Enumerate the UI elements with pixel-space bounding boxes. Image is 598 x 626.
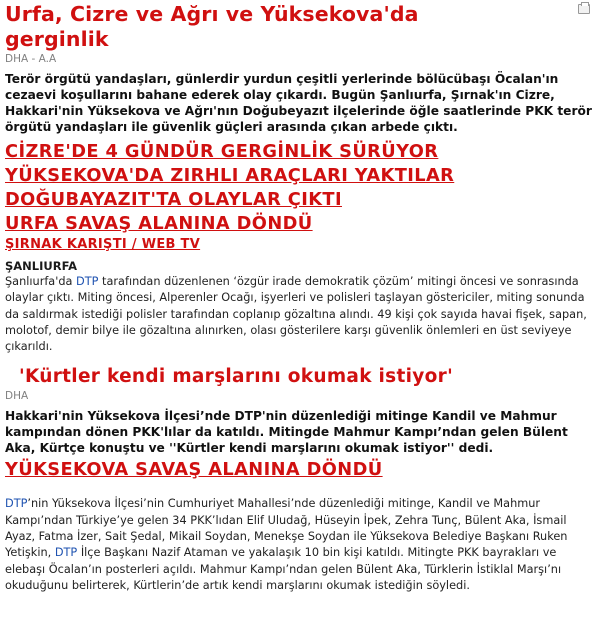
section2-text-b: İlçe Başkanı Nazif Ataman ve yakalaşık 10 bin kişi katıldı. Mitingte PKK bayrakları ve elebaşı Öcalan’ın posterleri açıldı. Mahmur Kampı’ndan gelen Bülent Aka, Türklerin İstiklal Marşı’nı okuduğunu belirterek, Kürtlerin’de artık kendi marşlarını okumak istediğin söyledi. [5, 546, 562, 592]
dtp-link-2[interactable]: DTP [54, 546, 78, 560]
link-cizre[interactable]: CİZRE'DE 4 GÜNDÜR GERGİNLİK SÜRÜYOR [5, 141, 439, 162]
urfa-text-b: tarafından düzenlenen ‘özgür irade demokratik çözüm’ mitingi öncesi ve sonrasında olaylar çıktı. Miting öncesi, Alperenler Ocağı, işyerleri ve polisleri taşlayan göstericiler, miting sonunda da saldırmak istediği polisler tarafından coplanıp gözaltına alındı. 49 kişi çok sayıda havai fişek, sapan, molotof, demir bilye ile gözaltına alınırken, olası gösterilere karşı güvenlik önlemleri en üst seviyeye çıkarıldı. [5, 275, 587, 354]
page-title: Urfa, Cizre ve Ağrı ve Yüksekova'da gerginlik [5, 2, 419, 51]
dtp-link[interactable]: DTP [76, 275, 99, 288]
link-yuksekova-zirhli[interactable]: YÜKSEKOVA'DA ZIRHLI ARAÇLARI YAKTILAR [5, 165, 455, 186]
link-urfa[interactable]: URFA SAVAŞ ALANINA DÖNDÜ [5, 213, 313, 234]
article-lead: Terör örgütü yandaşları, günlerdir yurdun çeşitli yerlerinde bölücübaşı Öcalan'ın cezaevi koşullarını bahane ederek olay çıkardı. Bugün Şanlıurfa, Şırnak'ın Cizre, Hakkari'nin Yüksekova ve Ağrı'nın Doğubeyazıt ilçelerinde öğle saatlerinde PKK terör örgütü yandaşları ile güvenlik güçleri arasında çıkan arbede çıktı. [5, 72, 592, 134]
link-dogubayazit[interactable]: DOĞUBAYAZIT'TA OLAYLAR ÇIKTI [5, 189, 342, 210]
dtp-link-1[interactable]: DTP [5, 497, 28, 511]
section2-body [5, 496, 595, 594]
section2-text-a: ’nin Yüksekova İlçesi’nin Cumhuriyet Mahallesi’nde düzenlediği mitinge, Kandil ve Mahmur Kampı’ndan Türkiye’ye gelen 34 PKK’lıdan Elif Uludağ, Hüseyin İpek, Zehra Tunç, Bülent Aka, İsmail Ayaz, Fatma İzer, Sait Şedal, Mikail Soydan, Menekşe Soydan ile Yüksekova Belediye Başkanı Ruken Yetişkin, [5, 497, 568, 560]
article [5, 0, 595, 594]
link-sirnak-webtv[interactable]: ŞIRNAK KARIŞTI / WEB TV [5, 237, 201, 252]
section2-lead: Hakkari'nin Yüksekova İlçesi’nde DTP'nin düzenlediği mitinge Kandil ve Mahmur kampından dönen PKK'lılar da katıldı. Mitingde Mahmur Kampı’ndan gelen Bülent Aka, Kürtçe konuştu ve ''Kürtler kendi marşlarını okumak istiyor'' dedi. [5, 409, 568, 456]
section2-source: DHA [5, 390, 29, 403]
city-heading: ŞANLIURFA [5, 259, 78, 273]
article-source: DHA - A.A [5, 53, 57, 65]
urfa-text-a: Şanlıurfa'da [5, 275, 77, 288]
section2-title: 'Kürtler kendi marşlarını okumak istiyor' [19, 366, 454, 388]
link-yuksekova-savas[interactable]: YÜKSEKOVA SAVAŞ ALANINA DÖNDÜ [5, 459, 383, 481]
urfa-paragraph [5, 274, 595, 355]
